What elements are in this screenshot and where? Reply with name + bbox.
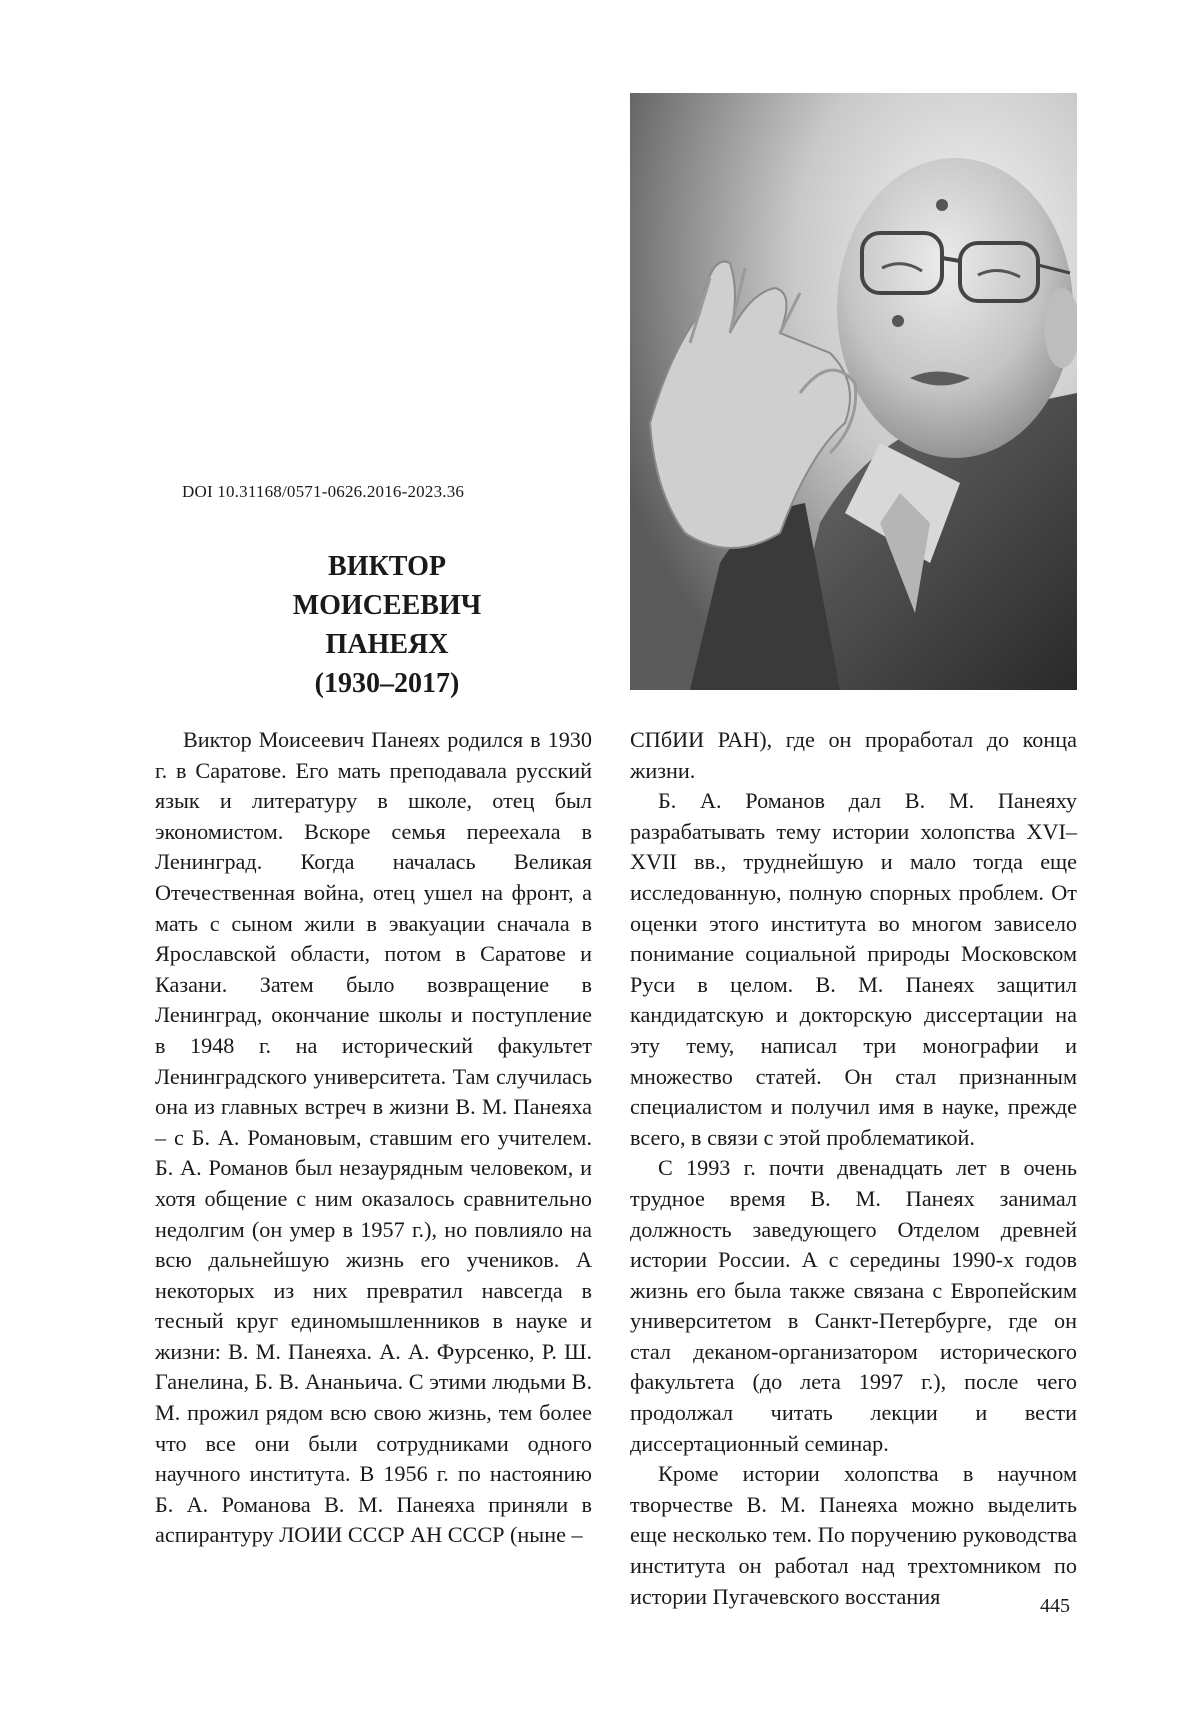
paragraph: Кроме истории холопства в научном творчестве В. М. Панеяха можно выделить еще несколько тем. По поручению руководства института он работал над трехтомником по истории Пугачевского восстания	[630, 1459, 1077, 1612]
page-number: 445	[1040, 1595, 1070, 1618]
paragraph-continuation: СПбИИ РАН), где он проработал до конца жизни.	[630, 725, 1077, 786]
right-column	[630, 725, 1077, 1612]
left-column	[155, 725, 592, 1551]
portrait-photo	[630, 93, 1077, 690]
paragraph: С 1993 г. почти двенадцать лет в очень трудное время В. М. Панеях занимал должность заведующего Отделом древней истории России. А с середины 1990-х годов жизнь его была также связана с Европейским университетом в Санкт-Петербурге, где он стал деканом-организатором исторического факультета (до лета 1997 г.), после чего продолжал читать лекции и вести диссертационный семинар.	[630, 1153, 1077, 1459]
title-line-surname: ПАНЕЯХ	[182, 625, 592, 664]
doi-identifier: DOI 10.31168/0571-0626.2016-2023.36	[182, 482, 464, 502]
title-line-first-name: ВИКТОР	[182, 547, 592, 586]
title-line-patronymic: МОИСЕЕВИЧ	[182, 586, 592, 625]
article-title	[182, 547, 592, 703]
paragraph: Б. А. Романов дал В. М. Панеяху разрабатывать тему истории холопства XVI–XVII вв., труднейшую и мало тогда еще исследованную, полную спорных проблем. От оценки этого института во многом зависело понимание социальной природы Московском Руси в целом. В. М. Панеях защитил кандидатскую и докторскую диссертации на эту тему, написал три монографии и множество статей. Он стал признанным специалистом и получил имя в науке, прежде всего, в связи с этой проблематикой.	[630, 786, 1077, 1153]
title-line-years: (1930–2017)	[182, 664, 592, 703]
paragraph: Виктор Моисеевич Панеях родился в 1930 г. в Саратове. Его мать преподавала русский язык и литературу в школе, отец был экономистом. Вскоре семья переехала в Ленинград. Когда началась Великая Отечественная война, отец ушел на фронт, а мать с сыном жили в эвакуации сначала в Ярославской области, потом в Саратове и Казани. Затем было возвращение в Ленинград, окончание школы и поступление в 1948 г. на исторический факультет Ленинградского университета. Там случилась она из главных встреч в жизни В. М. Панеяха – с Б. А. Романовым, ставшим его учителем. Б. А. Романов был незаурядным человеком, и хотя общение с ним оказалось сравнительно недолгим (он умер в 1957 г.), но повлияло на всю дальнейшую жизнь его учеников. А некоторых из них превратил навсегда в тесный круг единомышленников в науке и жизни: В. М. Панеяха. А. А. Фурсенко, Р. Ш. Ганелина, Б. В. Ананьича. С этими людьми В. М. прожил рядом всю свою жизнь, тем более что все они были сотрудниками одного научного института. В 1956 г. по настоянию Б. А. Романова В. М. Панеяха приняли в аспирантуру ЛОИИ СССР АН СССР (ныне –	[155, 725, 592, 1551]
